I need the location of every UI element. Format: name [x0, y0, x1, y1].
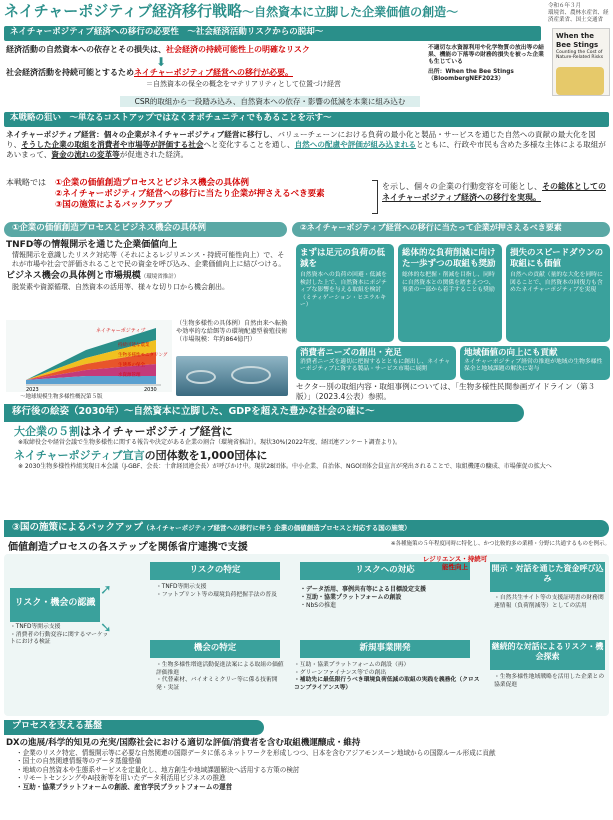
card5-title: 地域価値の向上にも貢献	[464, 348, 558, 358]
card3-title: 損失のスピードダウンの取組にも価値	[510, 248, 604, 269]
aquaculture-photo	[176, 356, 288, 396]
sec3-bar	[4, 520, 609, 537]
opp-id-box: 機会の特定	[150, 640, 280, 658]
risk-id-item-1: ・TNFD等開示支援	[156, 584, 207, 590]
biz-title: ビジネス機会の具体例と市場規模	[6, 271, 141, 282]
sec2-note: セクター別の取組内容・取組事例については、「生物多様性民間参画ガイドライン（第３版）」（2023.4公表）参照。	[296, 382, 596, 401]
biz-note: （環境省推計）	[140, 274, 180, 281]
aim-p1e: 自然への配慮や評価が組み込まれる	[294, 139, 417, 149]
book-sub: Counting the Cost of Nature-Related Risks	[556, 49, 604, 61]
aim-concl-a: を示し、個々の企業の行動変容を可能とし、	[382, 182, 542, 191]
photo-caption: （生物多様性の具体例）自然由来へ転換や効率的な給餌等の環境配慮型養殖技術（市場規模：年約864億円）	[176, 320, 288, 344]
intro-line3: ＝自然資本の保全の概念をマテリアリティとして位置づけ経営	[146, 80, 342, 88]
sec3-subtitle: （ネイチャーポジティブ経営への移行に伴う 企業の価値創造プロセスと対応する国の施策）	[142, 524, 411, 532]
sec2-card-3	[506, 244, 610, 342]
foundation-item-5: ・互助・協業プラットフォームの創設、産官学民プラットフォームの運営	[16, 782, 233, 791]
risk-resp-item-3: ・NbSの推進	[300, 601, 337, 609]
card4-title: 消費者ニーズの創出・充足	[300, 348, 402, 358]
csr-banner: CSR的取組から一段踏み込み、自然資本への依存・影響の低減を本業に組み込む	[120, 96, 420, 107]
dialogue-item-1: ・生物多様性地域戦略を活用した企業との協業促進	[494, 674, 605, 688]
chart-label-5: 水資源管理	[118, 373, 141, 378]
aim-paragraph	[6, 130, 609, 160]
risk-id-box: リスクの特定	[150, 562, 280, 580]
disclose-box: 開示・対話を通じた資金呼び込み	[490, 562, 605, 592]
biz-chart	[6, 320, 172, 392]
intro-sidenote	[428, 45, 548, 83]
risk-resp-item-2: ・互助・協業プラットフォームの創設	[300, 593, 402, 601]
aim-p1a: ネイチャーポジティブ経営：個々の企業がネイチャーポジティブ経営に移行し	[6, 130, 270, 139]
sec2-card-4	[296, 346, 456, 380]
aim-p1c: そうした企業の取組を消費者や市場等が評価する社会	[21, 139, 204, 149]
date: 令和６年３月	[548, 3, 582, 9]
diagram-note: ※各種施策の５年程度同時に特化し、かつ比較的多の業種・分野に共通するものを例示。	[390, 541, 610, 547]
aim-p1b: 、バリューチェーンにおける負荷の最小化と製品・サービスを通じた自然への貢献の最大化を図り、	[6, 130, 596, 149]
tnfd-body: 情報開示を意識したリスク対応等（それによるレジリエンス・持続可能性向上）で、それが市場や社会で評価されることで民の資金を呼び込み、企業価値向上に結びつける。	[12, 251, 286, 269]
card4-body: 消費者ニーズを適切に把握するとともに創出し、ネイチャーポジティブに資する製品・サービス市場に展開	[300, 358, 451, 372]
aim-item-3: ③国の施策によるバックアップ	[55, 200, 173, 211]
diagram-title: 価値創造プロセスの各ステップを関係省庁連携で支援	[8, 542, 248, 553]
new-biz-item-1: ・互助・協業プラットフォームの創設（再）	[294, 662, 410, 668]
sec2-card-5	[460, 346, 610, 380]
ministries: 環境省、農林水産省、経済産業省、国土交通省	[548, 9, 609, 23]
risk-resp-items	[300, 586, 480, 609]
sec3-title: ③国の施策によるバックアップ	[12, 522, 143, 533]
intro-line1b: 社会経済の持続可能性上の明確なリスク	[166, 45, 310, 54]
risk-resp-box: リスクへの対応	[300, 562, 470, 580]
aim-item-2: ②ネイチャーポジティブ経営への移行に当たり企業が押さえるべき要素	[55, 189, 325, 200]
arrow-1: ➚	[100, 582, 112, 598]
aim-p1d: へと変化することを通し、	[203, 139, 295, 149]
risk-opp-items	[10, 624, 110, 647]
foundation-body	[6, 738, 609, 791]
risk-opp-box: リスク・機会の認識	[10, 588, 100, 622]
source: 出所：When the Bee Stings（BloombergNEF2023）	[428, 68, 514, 82]
dialogue-items	[494, 674, 606, 689]
foundation-item-1: ・企業のリスク特定、情報開示等に必要な自然関連の国際データに係るネットワークを形成しつつ、日本を含むアジアモンスーン地域からの国際ルール形成に貢献	[16, 748, 496, 757]
big2-a: ネイチャーポジティブ宣言	[14, 449, 145, 463]
chart-label-2: 持続可能な農業	[118, 343, 150, 348]
intro-text: 経済活動の自然資本への依存とその損失は、社会経済の持続可能性上の明確なリスク ⬇ 社会経済活動を持続可能とするためネイチャーポジティブ経営への移行が必要。 ＝自然資本の保全の概念をマテリアリティとして位置づけ経営	[6, 45, 426, 89]
intro-line1a: 経済活動の自然資本への依存とその損失は、	[6, 45, 166, 54]
risk-id-items	[156, 584, 286, 599]
resilience-label: レジリエンス・持続可能性向上	[422, 555, 488, 571]
aim-lead: 本戦略では	[6, 178, 46, 187]
arrow-2: ➘	[100, 620, 112, 636]
big2-note: ※ 2030生物多様性枠組実現日本会議（J-GBF、会長：十倉経団連会長）が呼びかけ中。現状28団体。中小企業、自治体、NGO団体会員宣言が発出されることで、取組機運の醸成、市場催促の拡大へ	[18, 463, 552, 470]
chart-year-1: 2023	[26, 387, 39, 392]
dialogue-box: 継続的な対話によるリスク・機会探索	[490, 640, 605, 670]
title-main: ネイチャーポジティブ経済移行戦略	[4, 2, 243, 20]
intro-bar: ネイチャーポジティブ経済への移行の必要性 ～社会経済活動リスクからの脱却～	[4, 26, 541, 41]
chart-label-4: 生態系の保全	[118, 363, 145, 368]
chart-label-1: ネイチャーポジティブ	[96, 328, 146, 334]
risk-id-item-2: ・フットプリント等の環境負荷把握手法の普及	[156, 591, 277, 598]
disclose-items	[494, 595, 606, 610]
sec2-header: ②ネイチャーポジティブ経営への移行に当たって企業が押さえるべき要素	[292, 222, 610, 237]
card1-title: まずは足元の負荷の低減を	[300, 248, 386, 269]
new-biz-box: 新規事業開発	[300, 640, 470, 658]
foundation-item-2: ・国土の自然関連情報等のデータ基盤整備	[16, 757, 142, 766]
foundation-bar: プロセスを支える基盤	[4, 720, 264, 735]
card3-body: 自然への貢献（量的な大化を同時に図ることで、自然資本の回復力も含めたネイチャーポジティブを実現	[510, 272, 603, 294]
book-cover	[552, 28, 610, 96]
chart-label-3: 生物多様性モニタリング	[118, 353, 168, 358]
big1-b: はネイチャーポジティブ経営に	[80, 425, 233, 438]
transition-bar: 移行後の絵姿（2030年）～自然資本に立脚した、GDPを超えた豊かな社会の確に～	[4, 404, 524, 422]
sec2-card-2	[398, 244, 502, 342]
new-biz-item-2: ・グリーンファイナンス等での創出	[294, 669, 387, 676]
opp-id-item-1: ・生物多様性増進活動促進法案による取組の価値評価推進	[156, 662, 284, 676]
aim-item-1: ①企業の価値創造プロセスとビジネス機会の具体例	[55, 178, 249, 188]
aim-p1h: が促進された経済。	[119, 149, 189, 159]
intro-line2b: ネイチャーポジティブ経営への移行が必要。	[134, 68, 293, 77]
risk-opp-item-2: ・消費者の行動変容に関するマーケットにおける検証	[10, 631, 109, 646]
big1-note: ※取締役会や経営会議で生物多様性に関する報告や決定がある企業の割合（環境省推計）。現状30%(2022年度、経団連アンケート調査より)。	[18, 438, 401, 446]
risk-opp-item-1: ・TNFD等開示支援	[10, 624, 61, 630]
card2-title: 総体的な負荷削減に向けた一歩ずつの取組も奨励	[402, 248, 496, 269]
big1-a: 大企業の５割	[14, 425, 80, 438]
opp-id-item-2: ・代替素材、バイオミミクリー等に係る技術開発・実証	[156, 677, 278, 691]
disclose-item-1: ・自然共生サイト等の支援証明書の財務関連情報（負荷削減等）としての活用	[494, 595, 604, 609]
opp-id-items	[156, 662, 286, 692]
title-sub: ～自然資本に立脚した企業価値の創造～	[242, 5, 459, 19]
aim-concl-b: その総体としてのネイチャーポジティブ経済への移行を実現。	[382, 182, 606, 202]
chart-year-2: 2030	[144, 387, 157, 392]
card2-body: 総体的な把握・削減を目指し、同時に自然資本との関係を踏まえつつ、事業の一部から着手することも奨励	[402, 272, 495, 294]
big2-b: の団体数を1,000団体に	[144, 449, 268, 463]
sec1-body	[6, 240, 288, 291]
card1-body: 自然資本への負荷の回避・低減を検討した上で、自然資本にポジティブな影響を与える取組を検討（ミティゲーション・ヒエラルキー）	[300, 272, 387, 309]
foundation-title: DXの進展/科学的知見の充実/国際社会における適切な評価/消費者を含む取組機運醸成・維持	[6, 738, 361, 748]
aim-p1f: とともに、行政や市民も含めた多様な主体による取組があいまって、	[6, 139, 606, 159]
bee-image	[556, 67, 604, 95]
side-note: 不適切な水資源利用や化学物質の放出等の結果、機能の下落等の財務的損失を被った企業も生じている	[428, 45, 544, 66]
chart-caption: ～地球規模生物多様性概況第５版	[20, 394, 103, 400]
biz-body: 脱炭素や資源循環、自然資本の活用等、様々な切り口から機会創出。	[12, 282, 229, 291]
aim-brace	[372, 180, 378, 214]
new-biz-items	[294, 662, 480, 692]
new-biz-item-3: ・補助先に最低限行うべき環境負荷低減の取組の実践を義務化（クロスコンプライアンス等）	[294, 677, 480, 691]
sec2-card-1	[296, 244, 394, 342]
book-title: When the Bee Stings	[556, 32, 599, 49]
aim-bar: 本戦略の狙い ～単なるコストアップではなくオポチュニティでもあることを示す～	[4, 112, 609, 127]
risk-resp-item-1: ・データ活用、事例共有等による目標設定支援	[300, 586, 427, 593]
aim-p1g: 資金の流れの変革等	[51, 149, 120, 159]
foundation-item-3: ・地域の自然資本や生態系サービスを定量化し、地方創生や地域課題解決へ活用する方策の検討	[16, 765, 300, 774]
card5-body: ネイチャーポジティブ経営の推進が地域の生物多様性保全と地域課題の解決に寄与	[464, 358, 603, 372]
aim-items	[55, 178, 375, 211]
intro-line2a: 社会経済活動を持続可能とするため	[6, 68, 134, 77]
aim-conclusion	[382, 182, 609, 204]
tnfd-title: TNFD等の情報開示を通じた企業価値向上	[6, 240, 178, 250]
transition-body	[6, 425, 609, 471]
sec1-header: ①企業の価値創造プロセスとビジネス機会の具体例	[4, 222, 287, 237]
date-info	[548, 3, 610, 24]
foundation-item-4: ・リモートセンシングやAI技術等を用いたデータ利活用ビジネスの推進	[16, 774, 226, 783]
page-title	[4, 2, 544, 24]
